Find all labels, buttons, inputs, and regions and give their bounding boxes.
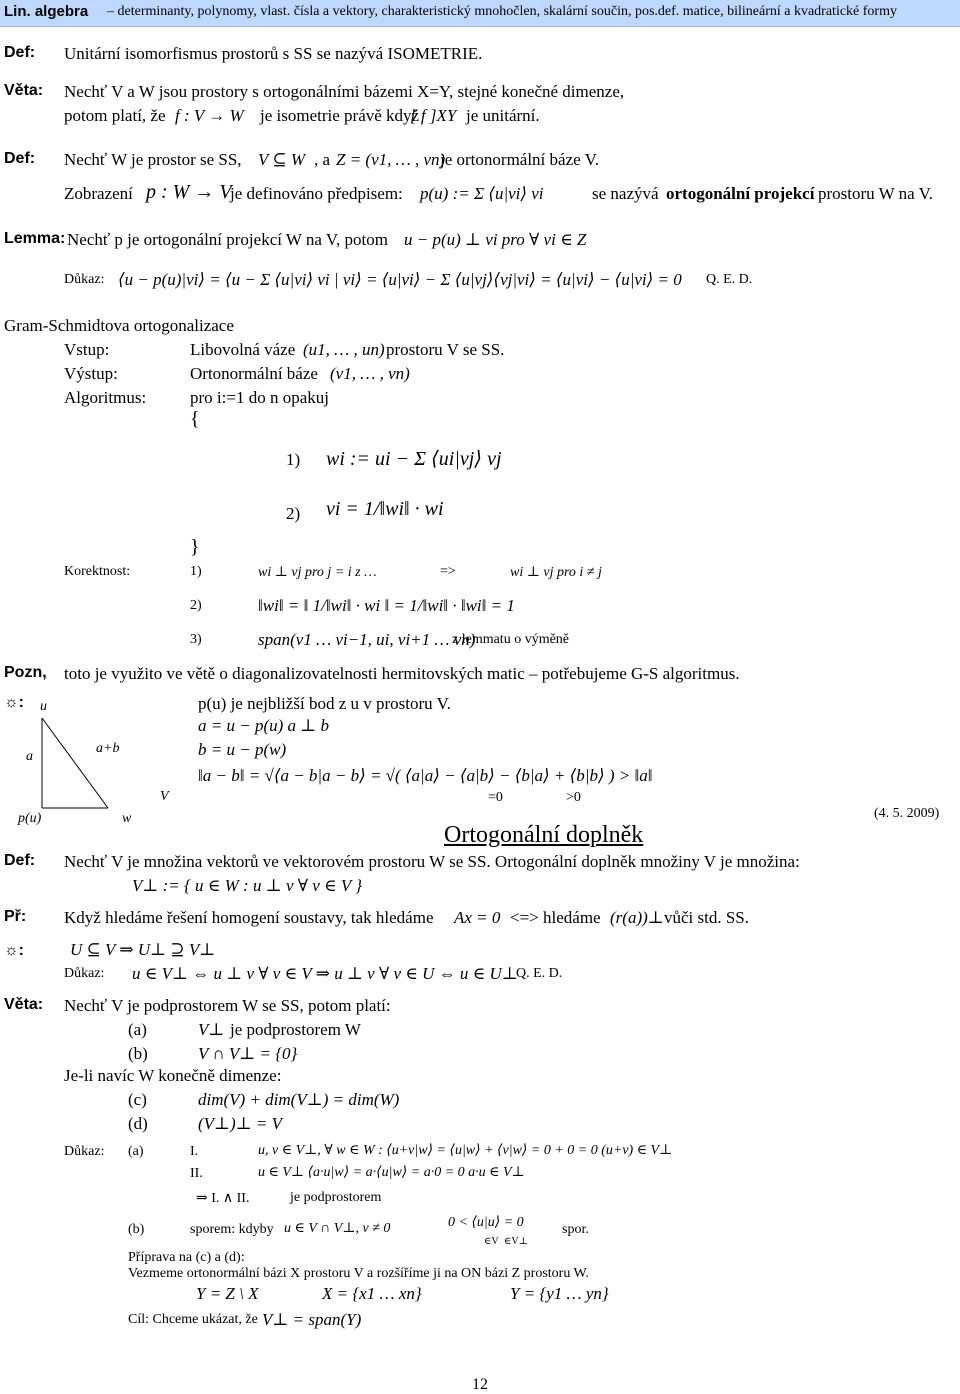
vb-math: V ∩ V⊥ = {0} [198,1044,298,1063]
gs-input-text-b: prostoru V se SS. [386,340,505,359]
veta1-math-f: f : V → W [175,106,244,125]
goal-math: V⊥ = span(Y) [262,1310,362,1329]
sun-gt0: >0 [566,790,581,805]
vc-math: dim(V) + dim(V⊥) = dim(W) [198,1090,400,1109]
prep-math3: Y = {y1 … yn} [510,1284,609,1303]
proof-a-label: (a) [128,1144,144,1159]
lemma-math: u − p(u) ⊥ vi pro ∀ vi ∈ Z [404,230,587,249]
sun-eq0: =0 [488,790,503,805]
diagram-label-V: V [160,789,169,804]
k2-math: ‖wi‖ = ‖ 1/‖wi‖ · wi ‖ = 1/‖wi‖ · ‖wi‖ = 1 [258,596,515,615]
gs-output-math: (v1, … , vn) [330,364,410,383]
veta2-label: Věta: [4,996,44,1013]
def2-text-c: je ortonormální báze V. [440,150,599,169]
pr-text-c: vůči std. SS. [664,908,750,927]
proof2-label: Důkaz: [64,1144,105,1159]
diagram-label-w: w [122,811,132,826]
k1-arrow: => [440,564,456,579]
gs-step2-math: vi = 1/‖wi‖ · wi [326,498,444,520]
goal-text: Cíl: Chceme ukázat, že [128,1312,258,1327]
proj-math-def: p(u) := Σ ⟨u|vi⟩ vi [420,184,544,203]
proof-III-text: je podprostorem [290,1190,382,1205]
gs-algo-label: Algoritmus: [64,388,147,407]
proof-b-spor: spor. [562,1222,589,1237]
def2-math-basis: Z = (v1, … , vn) [336,150,446,169]
def2-text-a: Nechť W je prostor se SS, [64,150,242,169]
diagram-label-u: u [40,699,47,714]
gs-step1-math: wi := ui − Σ ⟨ui|vj⟩ vj [326,448,502,470]
diagram-line-u [42,718,108,808]
proof-II-label: II. [190,1166,203,1181]
def-isometry: Unitární isomorfismus prostorů s SS se nazývá ISOMETRIE. [64,44,483,63]
proj-math-map: p : W → V [146,181,232,203]
diagram-label-apb: a+b [96,741,120,756]
sun2-proof: u ∈ V⊥ ⇔ u ⊥ v ∀ v ∈ V ⇒ u ⊥ v ∀ v ∈ U ⇔ u ∈ U⊥ [132,964,518,983]
def-label: Def: [4,44,36,61]
prep-line1: Příprava na (c) a (d): [128,1250,245,1265]
gs-title: Gram-Schmidtova ortogonalizace [4,316,234,335]
header-bar [0,0,960,27]
vb-label: (b) [128,1044,148,1063]
ortho-heading: Ortogonální doplněk [444,822,644,848]
sun2-proof-label: Důkaz: [64,966,105,981]
pozn-text: toto je využito ve větě o diagonalizovatelnosti hermitovských matic – potřebujeme G-S algoritmus. [64,664,740,683]
proof-b-text: sporem: kdyby [190,1222,274,1237]
lemma-proof: ⟨u − p(u)|vi⟩ = ⟨u − Σ ⟨u|vi⟩ vi | vi⟩ = ⟨u|vi⟩ − Σ ⟨u|vj⟩⟨vj|vi⟩ = ⟨u|vi⟩ − ⟨u|vi⟩ = 0 [118,270,682,289]
date-stamp: (4. 5. 2009) [874,806,940,821]
proj-text-a: Zobrazení [64,184,133,203]
header-subtitle: – determinanty, polynomy, vlast. čísla a vektory, charakteristický mnohočlen, skalární součin, pos.def. matice, bilineární a kvadratické formy [107,4,897,19]
gs-brace-close: } [190,536,200,558]
page-number: 12 [472,1376,488,1393]
pr-label: Př: [4,908,27,925]
def3-text: Nechť V je množina vektorů ve vektorovém prostoru W se SS. Ortogonální doplněk množiny V je množina: [64,852,800,871]
proj-text-b: je definováno předpisem: [230,184,403,203]
veta1-line1: Nechť V a W jsou prostory s ortogonálními bázemi X=Y, stejné konečné dimenze, [64,82,625,101]
veta2-text: Nechť V je podprostorem W se SS, potom platí: [64,996,391,1015]
sun-line4: ‖a − b‖ = √⟨a − b|a − b⟩ = √( ⟨a|a⟩ − ⟨a|b⟩ − ⟨b|a⟩ + ⟨b|b⟩ ) > ‖a‖ [198,766,653,785]
lemma-text: Nechť p je ortogonální projekcí W na V, potom [67,230,388,249]
gs-input-label: Vstup: [64,340,110,359]
vd-math: (V⊥)⊥ = V [198,1114,283,1133]
k1-math: wi ⊥ vj pro j = i z … [258,565,377,580]
finite-text: Je-li navíc W konečně dimenze: [64,1066,282,1085]
proof-I-math: u, v ∈ V⊥, ∀ w ∈ W : ⟨u+v|w⟩ = ⟨u|w⟩ + ⟨v|w⟩ = 0 + 0 = 0 (u+v) ∈ V⊥ [258,1143,673,1158]
gs-output-label: Výstup: [64,364,118,383]
k1-num: 1) [190,564,202,579]
sun-line3: b = u − p(w) [198,740,287,759]
k3-num: 3) [190,632,202,647]
gs-step1-num: 1) [286,450,301,469]
pr-math: Ax = 0 [454,908,501,927]
gs-input-math: (u1, … , un) [303,340,385,359]
def2-text-b: , a [314,150,331,169]
proj-text-d: prostoru W na V. [818,184,933,203]
proof-b-sub2: ∈V⊥ [504,1236,529,1247]
gs-input-text: Libovolná váze [190,340,296,359]
proof-I-label: I. [190,1144,199,1159]
proof-b-label: (b) [128,1222,145,1237]
prep-math2: X = {x1 … xn} [322,1284,422,1303]
veta-label: Věta: [4,82,44,99]
def2-math-subset: V ⊆ W [258,150,305,169]
lemma-qed: Q. E. D. [706,272,753,287]
pr-text-b: <=> hledáme [510,908,601,927]
def2-label: Def: [4,150,36,167]
vd-label: (d) [128,1114,148,1133]
k3-math: span(v1 … vi−1, ui, vi+1 … vn) [258,630,476,649]
veta1-line2c: je unitární. [466,106,540,125]
proj-bold: ortogonální projekcí [666,184,815,203]
pozn-label: Pozn, [4,664,47,681]
korektnost-label: Korektnost: [64,564,131,579]
sun-line2: a = u − p(u) a ⊥ b [198,716,330,735]
va-math: V⊥ [198,1020,225,1039]
gs-brace-open: { [190,408,200,430]
lemma-label: Lemma: [4,230,66,247]
lemma-proof-label: Důkaz: [64,272,105,287]
diagram-label-pu: p(u) [18,811,42,826]
vc-label: (c) [128,1090,147,1109]
diagram-label-a: a [26,749,33,764]
proof-II-math: u ∈ V⊥ ⟨a·u|w⟩ = a·⟨u|w⟩ = a·0 = 0 a·u ∈ V⊥ [258,1165,525,1180]
projection-diagram [0,690,175,830]
k2-num: 2) [190,598,202,613]
k1-math2: wi ⊥ vj pro i ≠ j [510,565,602,580]
sun2-math: U ⊆ V ⇒ U⊥ ⊇ V⊥ [70,940,216,959]
proof-b-sub1: ∈V [484,1236,499,1247]
veta1-math-fxy: [ f ]XY [410,106,457,125]
proj-text-c: se nazývá [592,184,659,203]
va-label: (a) [128,1020,147,1039]
prep-math1: Y = Z \ X [196,1284,259,1303]
proof-b-math: u ∈ V ∩ V⊥, v ≠ 0 [284,1221,391,1236]
prep-line2: Vezmeme ortonormální bázi X prostoru V a rozšíříme ji na ON bázi Z prostoru W. [128,1266,589,1281]
gs-step2-num: 2) [286,504,301,523]
sun2-label: ☼: [4,942,24,959]
sun-line1: p(u) je nejbližší bod z u v prostoru V. [198,694,451,713]
pr-text-a: Když hledáme řešení homogení soustavy, tak hledáme [64,908,434,927]
veta1-line2b: je isometrie právě když [260,106,420,125]
pr-math2: (r(a))⊥ [610,908,664,927]
k3-text: z lemmatu o výměně [452,632,570,647]
def3-math: V⊥ := { u ∈ W : u ⊥ v ∀ v ∈ V } [132,876,363,895]
gs-output-text: Ortonormální báze [190,364,318,383]
def3-label: Def: [4,852,36,869]
sun2-qed: Q. E. D. [516,966,563,981]
proof-b-math2: 0 < ⟨u|u⟩ = 0 [448,1215,524,1230]
sun-label: ☼: [4,694,24,711]
header-title: Lin. algebra [4,3,89,20]
proof-III-label: ⇒ I. ∧ II. [196,1191,250,1206]
veta1-line2a: potom platí, že [64,106,166,125]
gs-algo-text: pro i:=1 do n opakuj [190,388,329,407]
va-text: je podprostorem W [230,1020,361,1039]
